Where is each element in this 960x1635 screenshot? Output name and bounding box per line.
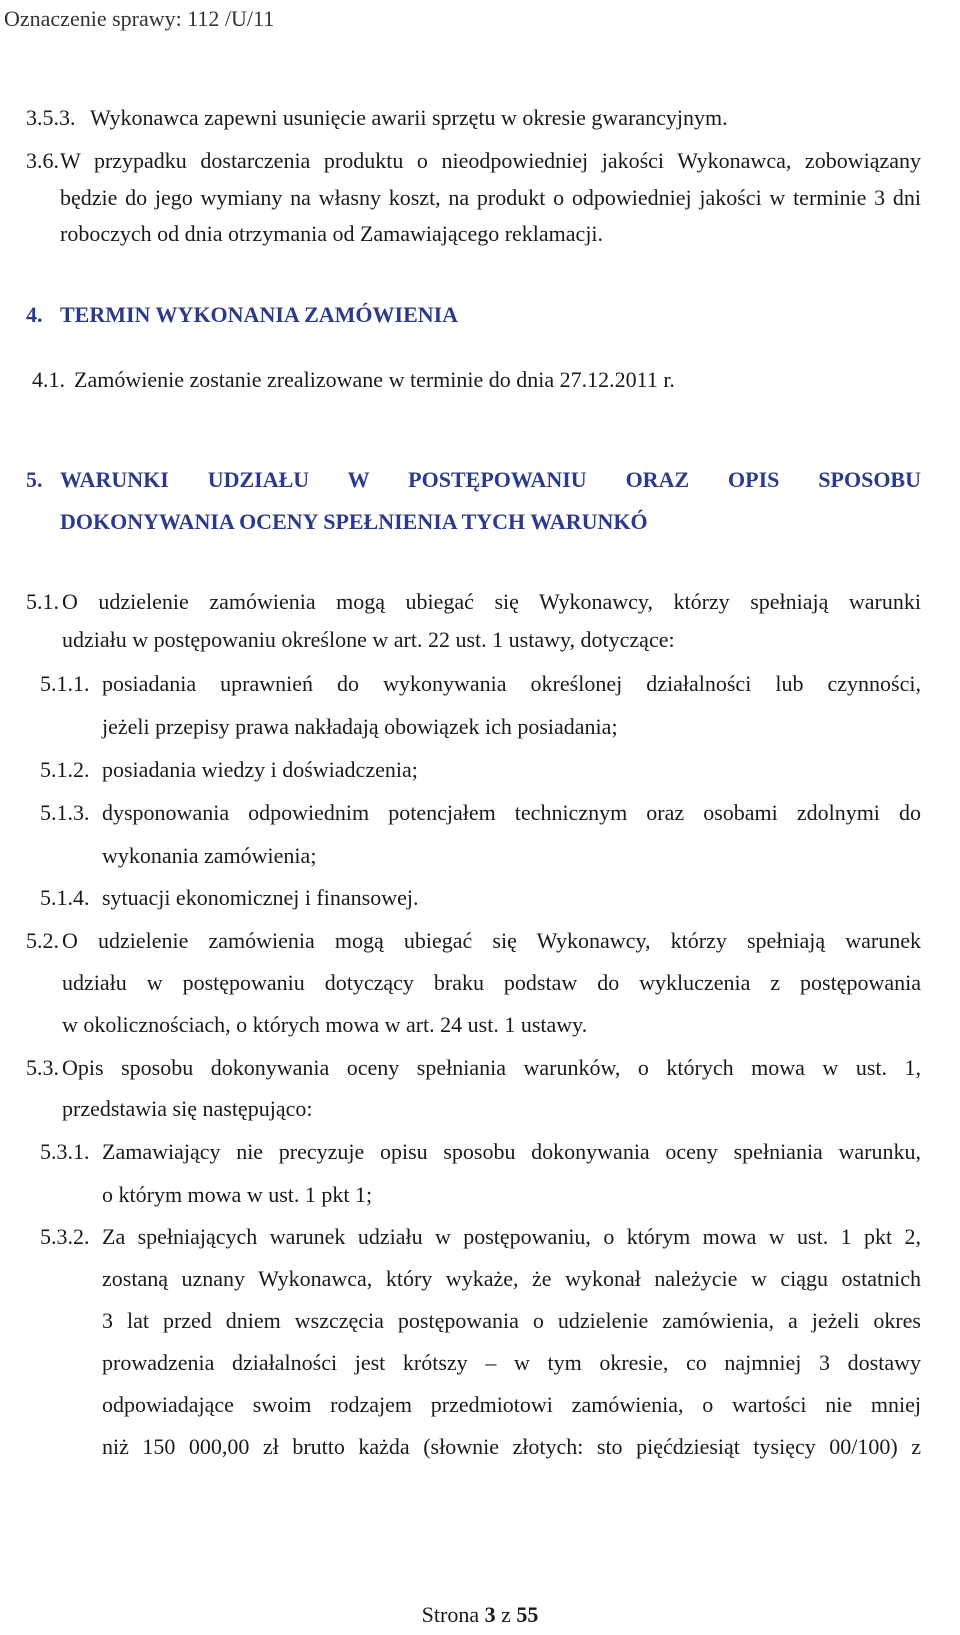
paragraph-line: Zamawiający nie precyzuje opisu sposobu dokonywania oceny spełniania warunku, — [102, 1139, 921, 1164]
item-number: 5.1.1. — [40, 671, 90, 696]
paragraph-line: sytuacji ekonomicznej i finansowej. — [102, 885, 419, 910]
section-number: 4. — [26, 302, 43, 327]
item-number: 3.5.3. — [26, 105, 76, 130]
paragraph-line: o którym mowa w ust. 1 pkt 1; — [102, 1182, 373, 1207]
footer-total-pages: 55 — [516, 1602, 539, 1627]
paragraph-line: O udzielenie zamówienia mogą ubiegać się Wykonawcy, którzy spełniają warunki — [62, 589, 921, 614]
section-title-line: DOKONYWANIA OCENY SPEŁNIENIA TYCH WARUNKÓ — [60, 509, 648, 534]
paragraph-line: W przypadku dostarczenia produktu o nieodpowiedniej jakości Wykonawca, zobowiązany — [60, 148, 921, 173]
section-number: 5. — [26, 467, 43, 492]
paragraph-line: jeżeli przepisy prawa nakładają obowiązek ich posiadania; — [102, 714, 618, 739]
item-number: 5.1. — [26, 589, 59, 614]
paragraph-line: niż 150 000,00 zł brutto każda (słownie złotych: sto pięćdziesiąt tysięcy 00/100) z — [102, 1434, 921, 1459]
paragraph-line: będzie do jego wymiany na własny koszt, na produkt o odpowiedniej jakości w terminie 3 dni — [60, 185, 921, 210]
paragraph-line: roboczych od dnia otrzymania od Zamawiającego reklamacji. — [60, 221, 604, 246]
paragraph-line: Zamówienie zostanie zrealizowane w terminie do dnia 27.12.2011 r. — [74, 367, 675, 392]
paragraph-line: prowadzenia działalności jest krótszy – w tym okresie, co najmniej 3 dostawy — [102, 1350, 921, 1375]
paragraph-line: Opis sposobu dokonywania oceny spełniania warunków, o których mowa w ust. 1, — [62, 1055, 921, 1080]
footer-page-label: Strona — [421, 1602, 480, 1627]
item-number: 5.1.3. — [40, 800, 90, 825]
item-number: 5.3.1. — [40, 1139, 90, 1164]
paragraph-line: wykonania zamówienia; — [102, 843, 317, 868]
paragraph-line: zostaną uznany Wykonawca, który wykaże, że wykonał należycie w ciągu ostatnich — [102, 1266, 921, 1291]
section-title-line: WARUNKI UDZIAŁU W POSTĘPOWANIU ORAZ OPIS SPOSOBU — [60, 467, 921, 492]
item-number: 5.2. — [26, 928, 59, 953]
paragraph-line: Wykonawca zapewni usunięcie awarii sprzętu w okresie gwarancyjnym. — [90, 105, 728, 130]
paragraph-line: udziału w postępowaniu dotyczący braku podstaw do wykluczenia z postępowania — [62, 970, 921, 995]
paragraph-line: w okolicznościach, o których mowa w art. 24 ust. 1 ustawy. — [62, 1012, 588, 1037]
paragraph-line: udziału w postępowaniu określone w art. 22 ust. 1 ustawy, dotyczące: — [62, 627, 675, 652]
footer-current-page: 3 — [484, 1602, 496, 1627]
section-title: TERMIN WYKONANIA ZAMÓWIENIA — [60, 302, 459, 327]
item-number: 5.3. — [26, 1055, 59, 1080]
paragraph-line: przedstawia się następująco: — [62, 1096, 313, 1121]
paragraph-line: Za spełniających warunek udziału w postępowaniu, o którym mowa w ust. 1 pkt 2, — [102, 1224, 921, 1249]
paragraph-line: posiadania uprawnień do wykonywania określonej działalności lub czynności, — [102, 671, 921, 696]
item-number: 5.1.2. — [40, 757, 90, 782]
footer-separator: z — [501, 1602, 511, 1627]
item-number: 3.6. — [26, 148, 59, 173]
page-footer — [0, 1602, 960, 1628]
case-number-header: Oznaczenie sprawy: 112 /U/11 — [4, 6, 275, 31]
paragraph-line: 3 lat przed dniem wszczęcia postępowania o udzielenie zamówienia, a jeżeli okres — [102, 1308, 921, 1333]
paragraph-line: dysponowania odpowiednim potencjałem technicznym oraz osobami zdolnymi do — [102, 800, 921, 825]
paragraph-line: odpowiadające swoim rodzajem przedmiotowi zamówienia, o wartości nie mniej — [102, 1392, 921, 1417]
paragraph-line: posiadania wiedzy i doświadczenia; — [102, 757, 418, 782]
item-number: 4.1. — [32, 367, 65, 392]
item-number: 5.1.4. — [40, 885, 90, 910]
paragraph-line: O udzielenie zamówienia mogą ubiegać się Wykonawcy, którzy spełniają warunek — [62, 928, 921, 953]
item-number: 5.3.2. — [40, 1224, 90, 1249]
